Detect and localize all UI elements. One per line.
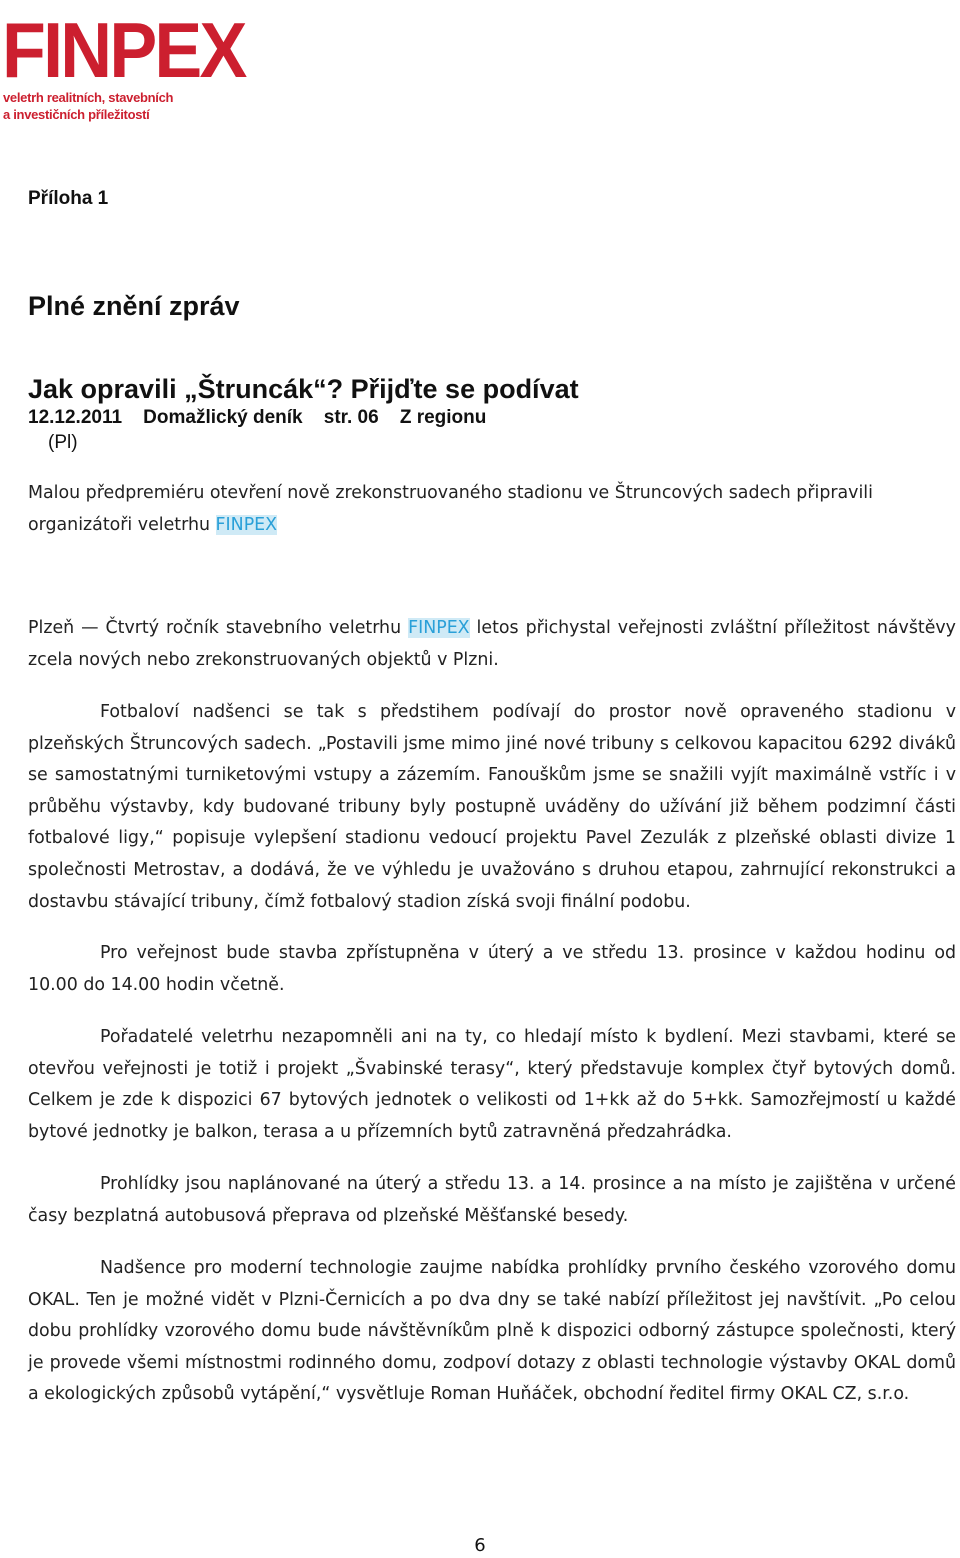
paragraph-1-text-a: Plzeň — Čtvrtý ročník stavebního veletrhu xyxy=(28,618,409,638)
article-title: Jak opravili „Štruncák“? Přijďte se podívat xyxy=(28,374,579,404)
meta-date: 12.12.2011 xyxy=(28,407,123,428)
main-heading: Plné znění zpráv xyxy=(28,291,240,321)
meta-section: Z regionu xyxy=(399,407,487,428)
paragraph-1-highlight: FINPEX xyxy=(408,618,470,638)
paragraph-3: Pro veřejnost bude stavba zpřístupněna v úterý a ve středu 13. prosince v každou hodinu od 10.00 do 14.00 hodin včetně. xyxy=(28,943,956,995)
lead-highlight: FINPEX xyxy=(215,514,278,535)
article-author: (Pl) xyxy=(48,432,78,453)
paragraph-5: Prohlídky jsou naplánované na úterý a středu 13. a 14. prosince a na místo je zajištěna v určené časy bezplatná autobusová přeprava od plzeňské Měšťanské besedy. xyxy=(28,1174,956,1226)
paragraph-4: Pořadatelé veletrhu nezapomněli ani na ty, co hledají místo k bydlení. Mezi stavbami, které se otevřou veřejnosti je totiž i projekt „Švabinské terasy“, který představuje komplex čtyř bytových domů. Celkem je zde k dispozici 67 bytových jednotek o velikosti od 1+kk až do 5+kk. Samozřejmostí u každé bytové jednotky je balkon, terasa a u přízemních bytů zatravněná předzahrádka. xyxy=(28,1027,956,1142)
paragraph-6: Nadšence pro moderní technologie zaujme nabídka prohlídky prvního českého vzorového domu OKAL. Ten je možné vidět v Plzni-Černicích a po dva dny se také nabízí příležitost jej navštívit. „Po celou dobu prohlídky vzorového domu bude návštěvníkům plně k dispozici odborný zástupce společnosti, který je provede všemi místnostmi rodinného domu, zodpoví dotazy z oblasti technologie výstavby OKAL domů a ekologických způsobů vytápění,“ vysvětluje Roman Huňáček, obchodní ředitel firmy OKAL CZ, s.r.o. xyxy=(28,1258,956,1405)
paragraph-2: Fotbaloví nadšenci se tak s předstihem podívají do prostor nově opraveného stadionu v plzeňských Štruncových sadech. „Postavili jsme mimo jiné nové tribuny s celkovou kapacitou 6292 diváků se samostatnými turniketovými vstupy a zázemím. Fanouškům jsme se snažili vyjít maximálně vstříc i v průběhu výstavby, kdy budované tribuny byly postupně uváděny do užívání již během podzimní části fotbalové ligy,“ popisuje vylepšení stadionu vedoucí projektu Pavel Zezulák z plzeňské oblasti divize 1 společnosti Metrostav, a dodává, že ve výhledu je uvažováno s druhou etapou, zahrnující rekonstrukci a dostavbu stávající tribuny, čímž fotbalový stadion získá svoji finální podobu. xyxy=(28,702,956,912)
lead-paragraph xyxy=(28,478,956,541)
paragraph-1-text-b: letos přichystal veřejnosti zvláštní příležitost návštěvy zcela nových nebo zrekonstruovaných objektů v Plzni. xyxy=(28,618,956,670)
meta-source: Domažlický deník xyxy=(143,407,303,428)
meta-page: str. 06 xyxy=(323,407,379,428)
article-meta xyxy=(28,407,486,429)
appendix-heading: Příloha 1 xyxy=(28,188,109,209)
lead-text: Malou předpremiéru otevření nově zrekonstruovaného stadionu ve Štruncových sadech připravili organizátoři veletrhu xyxy=(28,483,873,535)
logo-tagline-line1: veletrh realitních, stavebních xyxy=(3,90,174,105)
logo-tagline-line2: a investičních příležitostí xyxy=(3,107,150,122)
logo-wordmark: FINPEX xyxy=(2,6,245,94)
paragraph-1 xyxy=(28,613,956,676)
finpex-logo xyxy=(0,4,260,124)
page-number: 6 xyxy=(474,1535,486,1556)
